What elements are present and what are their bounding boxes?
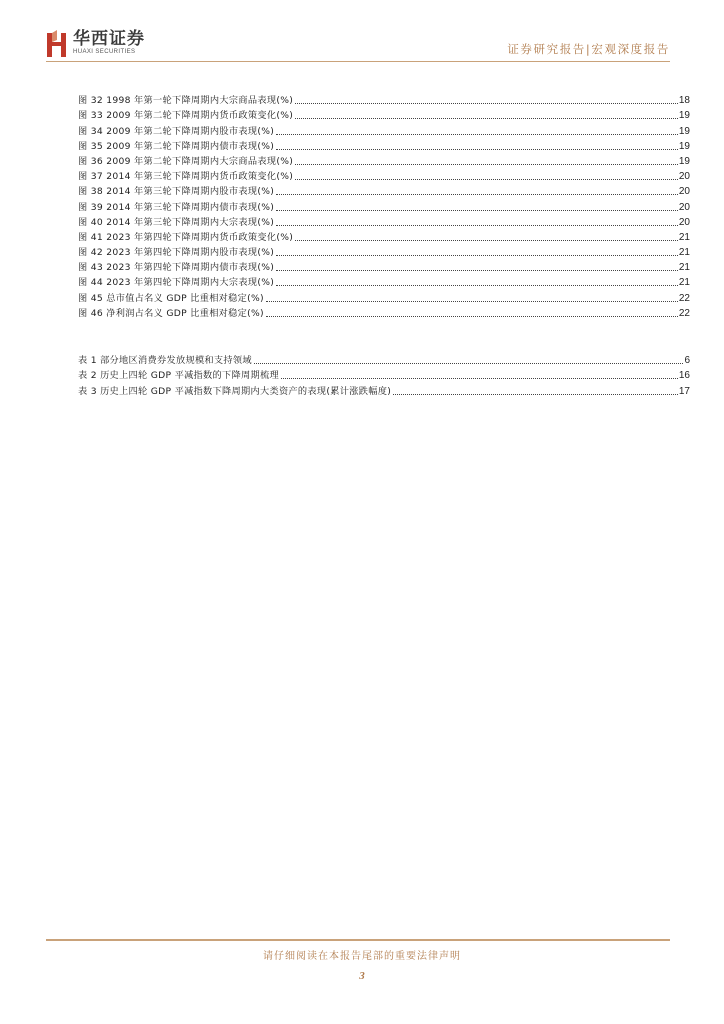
toc-entry-page: 20 [678, 201, 690, 213]
toc-entry-label: 图 41 2023 年第四轮下降周期内货币政策变化(%) [78, 231, 294, 243]
dot-leader [276, 133, 678, 135]
toc-entry-figure-33[interactable] [78, 107, 690, 122]
toc-entry-page: 19 [678, 155, 690, 167]
toc-entry-label: 图 33 2009 年第二轮下降周期内货币政策变化(%) [78, 110, 294, 122]
toc-entry-figure-34[interactable] [78, 122, 690, 137]
toc-entry-label: 图 39 2014 年第三轮下降周期内债市表现(%) [78, 201, 275, 213]
dot-leader [295, 239, 678, 241]
toc-entry-figure-46[interactable] [78, 305, 690, 320]
dot-leader [254, 362, 684, 364]
dot-leader [295, 102, 678, 104]
dot-leader [266, 300, 678, 302]
toc-entry-figure-45[interactable] [78, 289, 690, 304]
toc-entry-label: 图 43 2023 年第四轮下降周期内债市表现(%) [78, 262, 275, 274]
toc-entry-figure-32[interactable] [78, 92, 690, 107]
toc-entry-figure-35[interactable] [78, 138, 690, 153]
toc-entry-page: 6 [684, 355, 690, 367]
dot-leader [276, 254, 678, 256]
toc-entry-page: 20 [678, 186, 690, 198]
toc-entry-figure-41[interactable] [78, 229, 690, 244]
dot-leader [295, 163, 678, 165]
toc-entry-label: 图 45 总市值占名义 GDP 比重相对稳定(%) [78, 292, 264, 304]
toc-entry-label: 图 35 2009 年第二轮下降周期内债市表现(%) [78, 140, 275, 152]
toc-entry-figure-43[interactable] [78, 259, 690, 274]
logo-english-name: HUAXI SECURITIES [73, 49, 136, 55]
dot-leader [276, 193, 678, 195]
toc-entry-table-2[interactable] [78, 367, 690, 382]
toc-entry-page: 20 [678, 216, 690, 228]
dot-leader [276, 284, 678, 286]
legal-disclaimer-notice: 请仔细阅读在本报告尾部的重要法律声明 [263, 951, 461, 962]
toc-entry-figure-38[interactable] [78, 183, 690, 198]
page-number: 3 [359, 970, 365, 982]
toc-entry-label: 表 1 部分地区消费券发放规模和支持领域 [78, 355, 252, 367]
toc-entry-figure-36[interactable] [78, 153, 690, 168]
toc-entry-page: 19 [678, 140, 690, 152]
figure-list [78, 92, 690, 320]
toc-entry-page: 16 [678, 370, 690, 382]
toc-entry-figure-37[interactable] [78, 168, 690, 183]
dot-leader [276, 209, 678, 211]
dot-leader [295, 117, 678, 119]
page-header [0, 0, 724, 70]
toc-entry-label: 表 2 历史上四轮 GDP 平减指数的下降周期梳理 [78, 370, 279, 382]
dot-leader [276, 148, 678, 150]
dot-leader [276, 269, 678, 271]
company-logo [46, 30, 145, 58]
toc-entry-label: 图 34 2009 年第二轮下降周期内股市表现(%) [78, 125, 275, 137]
toc-entry-table-1[interactable] [78, 352, 690, 367]
toc-entry-page: 21 [678, 262, 690, 274]
toc-entry-figure-39[interactable] [78, 198, 690, 213]
logo-chinese-name: 华西证券 [73, 29, 145, 49]
toc-entry-figure-42[interactable] [78, 244, 690, 259]
footer-divider [46, 939, 670, 941]
toc-entry-label: 图 42 2023 年第四轮下降周期内股市表现(%) [78, 247, 275, 259]
table-list [78, 352, 690, 398]
dot-leader [281, 377, 678, 379]
huaxi-logo-icon [46, 30, 68, 58]
toc-entry-label: 图 32 1998 年第一轮下降周期内大宗商品表现(%) [78, 95, 294, 107]
toc-entry-page: 21 [678, 277, 690, 289]
toc-entry-page: 22 [678, 292, 690, 304]
dot-leader [295, 178, 678, 180]
dot-leader [393, 393, 678, 395]
dot-leader [276, 224, 678, 226]
toc-entry-table-3[interactable] [78, 382, 690, 397]
toc-entry-page: 19 [678, 110, 690, 122]
toc-entry-page: 18 [678, 95, 690, 107]
report-type-title: 证券研究报告|宏观深度报告 [507, 42, 670, 56]
toc-entry-label: 图 44 2023 年第四轮下降周期内大宗表现(%) [78, 277, 275, 289]
toc-entry-label: 图 40 2014 年第三轮下降周期内大宗表现(%) [78, 216, 275, 228]
dot-leader [266, 315, 678, 317]
toc-entry-label: 图 46 净利润占名义 GDP 比重相对稳定(%) [78, 307, 264, 319]
toc-entry-page: 21 [678, 247, 690, 259]
toc-entry-figure-40[interactable] [78, 214, 690, 229]
toc-entry-label: 图 38 2014 年第三轮下降周期内股市表现(%) [78, 186, 275, 198]
toc-entry-label: 图 37 2014 年第三轮下降周期内货币政策变化(%) [78, 171, 294, 183]
toc-entry-page: 22 [678, 307, 690, 319]
header-divider [46, 61, 670, 62]
toc-entry-page: 21 [678, 231, 690, 243]
toc-entry-page: 17 [678, 385, 690, 397]
toc-entry-page: 19 [678, 125, 690, 137]
toc-entry-page: 20 [678, 171, 690, 183]
toc-entry-label: 图 36 2009 年第二轮下降周期内大宗商品表现(%) [78, 155, 294, 167]
toc-entry-figure-44[interactable] [78, 274, 690, 289]
toc-entry-label: 表 3 历史上四轮 GDP 平减指数下降周期内大类资产的表现(累计涨跌幅度) [78, 385, 392, 397]
